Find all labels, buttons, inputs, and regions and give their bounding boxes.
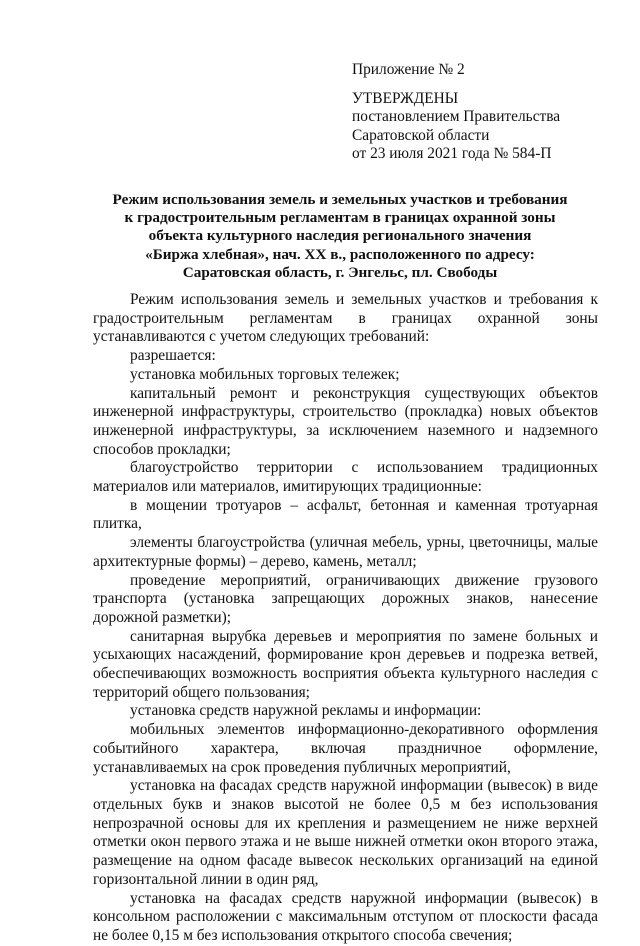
body-paragraph: разрешается: <box>130 347 216 365</box>
title-line: объекта культурного наследия регионального значения <box>148 227 532 245</box>
document-title <box>80 191 600 282</box>
appendix-number: Приложение № 2 <box>352 61 465 78</box>
title-line: к градостроительным регламентам в границах охранной зоны <box>124 209 556 227</box>
body-paragraph: благоустройство территории с использованием традиционных материалов или материалов, имитирующих традиционные: <box>93 459 598 496</box>
approval-line-3: от 23 июля 2021 года № 584-П <box>352 145 552 163</box>
body-paragraph: элементы благоустройства (уличная мебель, урны, цветочницы, малые архитектурные формы) – дерево, камень, металл; <box>93 534 598 570</box>
body-paragraph: установка на фасадах средств наружной информации (вывесок) в консольном расположении с максимальным отступом от плоскости фасада не более 0,15 м без использования открытого способа свечения; <box>93 889 598 944</box>
body-paragraph: проведение мероприятий, ограничивающих движение грузового транспорта (установка запрещающих дорожных знаков, нанесение дорожной разметки); <box>93 571 598 626</box>
approval-block <box>352 61 622 164</box>
approval-line-2: Саратовской области <box>352 126 490 144</box>
document-body <box>93 291 598 946</box>
body-paragraph: мобильных элементов информационно-декоративного оформления событийного характера, включая праздничное оформление, устанавливаемых на срок проведения публичных мероприятий, <box>93 721 598 776</box>
title-line: «Биржа хлебная», нач. XX в., расположенного по адресу: <box>145 245 535 263</box>
body-paragraph: установка мобильных торговых тележек; <box>130 365 400 383</box>
title-line: Саратовская область, г. Энгельс, пл. Свободы <box>182 263 498 281</box>
body-paragraph: установка средств наружной рекламы и информации: <box>130 702 482 720</box>
body-paragraph: санитарная вырубка деревьев и мероприятия по замене больных и усыхающих насаждений, формирование крон деревьев и подрезка ветвей, обеспечивающих возможность восприятия объекта культурного наследия с территорий общего пользования; <box>93 627 598 701</box>
approval-line-1: постановлением Правительства <box>352 108 561 126</box>
body-paragraph: в мощении тротуаров – асфальт, бетонная и каменная тротуарная плитка, <box>93 496 598 533</box>
title-line: Режим использования земель и земельных участков и требования <box>112 191 568 208</box>
body-paragraph: Режим использования земель и земельных участков и требования к градостроительным регламентам в границах охранной зоны устанавливаются с учетом следующих требований: <box>93 291 598 346</box>
body-paragraph: установка на фасадах средств наружной информации (вывесок) в виде отдельных букв и знаков высотой не более 0,5 м без использования непрозрачной основы для их крепления и размещением не ниже верхней отметки окон первого этажа и не выше нижней отметки окон второго этажа, размещение на одном фасаде вывесок нескольких организаций на единой горизонтальной линии в один ряд, <box>93 777 598 888</box>
body-paragraph: капитальный ремонт и реконструкция существующих объектов инженерной инфраструктуры, строительство (прокладка) новых объектов инженерной инфраструктуры, за исключением наземного и надземного способов прокладки; <box>93 384 598 458</box>
approved-heading: УТВЕРЖДЕНЫ <box>352 89 459 107</box>
